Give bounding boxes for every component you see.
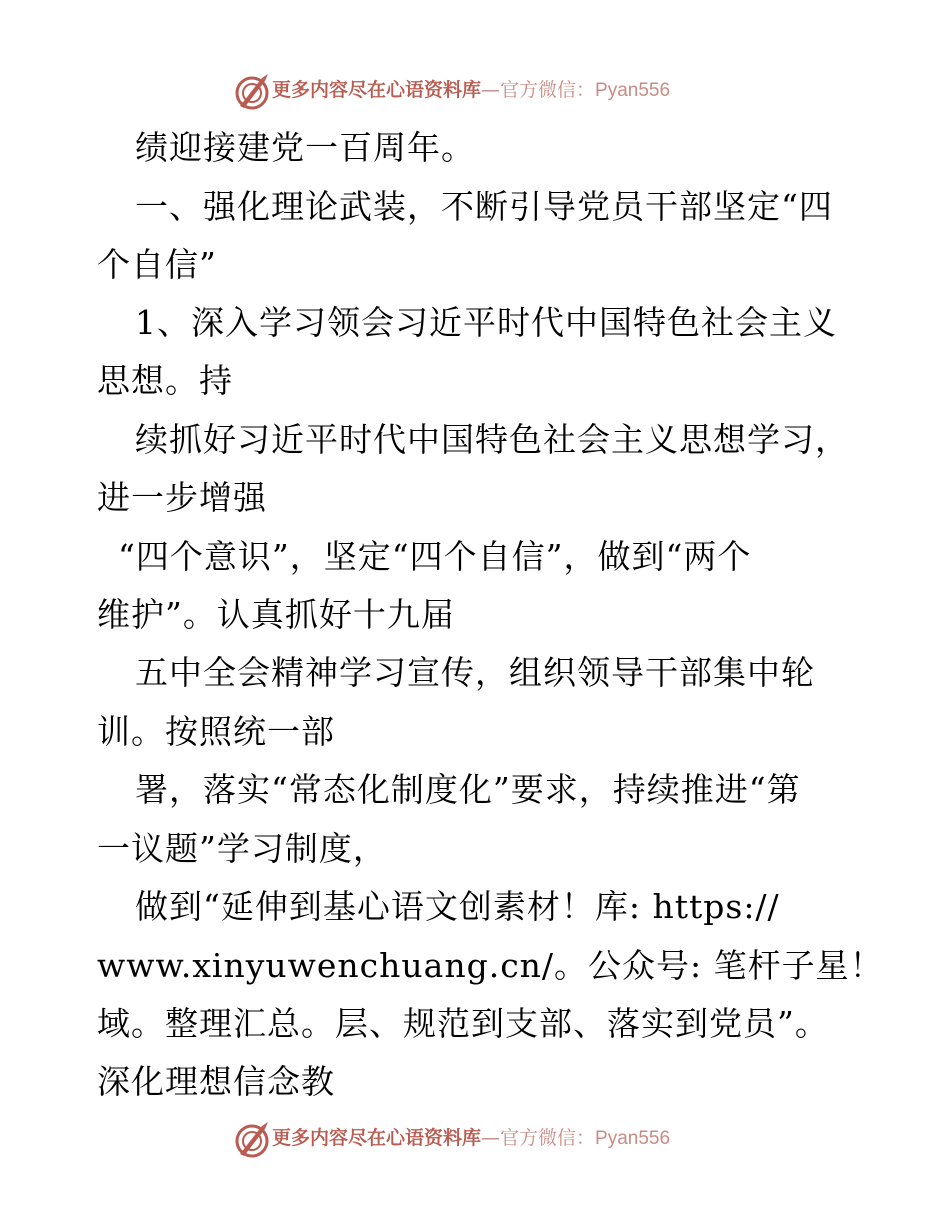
text-line: 思想。持 — [97, 361, 233, 400]
text-line: www.xinyuwenchuang.cn/。公众号: 笔杆子星！ — [97, 946, 884, 985]
text-line: 个自信” — [97, 245, 217, 284]
quill-logo-icon — [232, 72, 272, 112]
text-line: 深化理想信念教 — [97, 1062, 335, 1101]
text-line: 绩迎接建党一百周年。 — [135, 128, 475, 167]
text-line: 续抓好习近平时代中国特色社会主义思想学习， — [135, 420, 849, 459]
text-line: 一、强化理论武装，不断引导党员干部坚定“四 — [135, 187, 833, 226]
footer-wechat-label: 官方微信： — [500, 1127, 596, 1149]
header-brand: 更多内容尽在心语资料库 — [272, 79, 482, 101]
text-line: 进一步增强 — [97, 478, 267, 517]
quill-logo-icon — [232, 1120, 272, 1160]
text-line: 做到“延伸到基心语文创素材！库: https:// — [135, 887, 780, 926]
text-line: 训。按照统一部 — [97, 712, 335, 751]
header-wechat-id: Pyan556 — [595, 80, 671, 101]
footer-wechat-id: Pyan556 — [595, 1128, 671, 1149]
header-dash: — — [481, 79, 501, 101]
text-line: “四个意识”，坚定“四个自信”，做到“两个 — [118, 537, 752, 576]
header-watermark — [0, 70, 950, 114]
text-line: 一议题”学习制度， — [97, 829, 387, 868]
text-line: 五中全会精神学习宣传，组织领导干部集中轮 — [135, 653, 815, 692]
footer-brand: 更多内容尽在心语资料库 — [272, 1127, 482, 1149]
text-line: 1、深入学习领会习近平时代中国特色社会主义 — [135, 303, 837, 342]
text-line: 署，落实“常态化制度化”要求，持续推进“第 — [135, 770, 801, 809]
header-wechat-label: 官方微信： — [500, 79, 596, 101]
text-line: 维护”。认真抓好十九届 — [97, 595, 455, 634]
footer-dash: — — [481, 1127, 501, 1149]
footer-watermark — [0, 1118, 950, 1162]
text-line: 域。整理汇总。层、规范到支部、落实到党员”。 — [97, 1004, 829, 1043]
